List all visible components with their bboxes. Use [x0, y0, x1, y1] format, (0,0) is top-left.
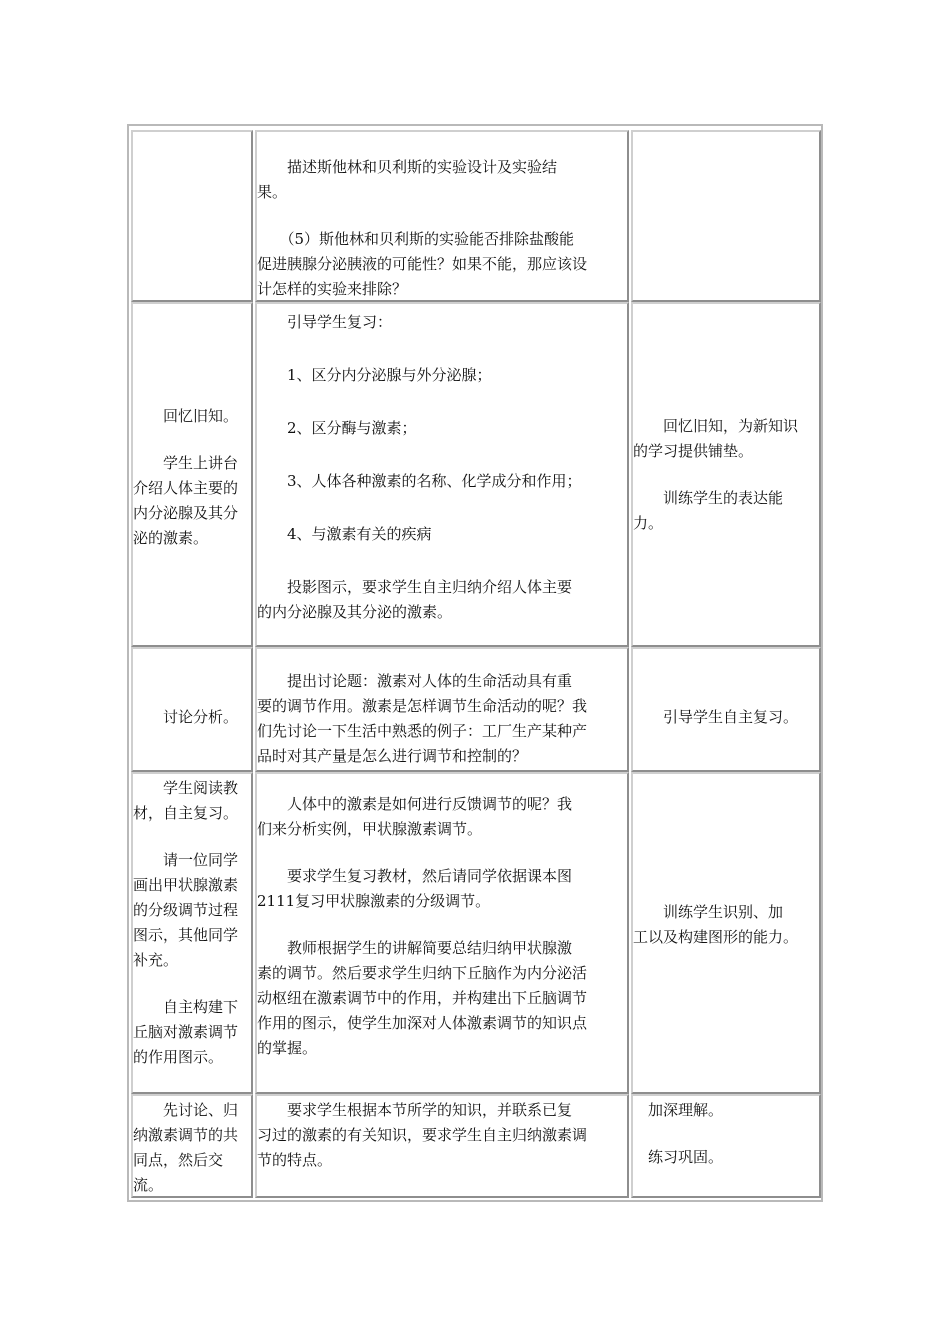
row2-middle-line: 2、区分酶与激素； [257, 419, 417, 437]
row3-right-line: 引导学生自主复习。 [633, 708, 799, 726]
row4-left-line: 请一位同学 [133, 851, 239, 869]
row4-middle-line: 素的调节。然后要求学生归纳下丘脑作为内分泌活 [257, 964, 588, 982]
row4-right-line: 训练学生识别、加 [633, 903, 784, 921]
row3-left-cell [131, 647, 253, 772]
row4-middle-line: 作用的图示，使学生加深对人体激素调节的知识点 [257, 1014, 588, 1032]
row5-middle-line: 要求学生根据本节所学的知识，并联系已复 [257, 1101, 573, 1119]
row1-middle-cell [255, 130, 629, 302]
row4-middle-line: 要求学生复习教材，然后请同学依据课本图 [257, 867, 573, 885]
row5-middle-line: 节的特点。 [257, 1151, 333, 1169]
row4-left-line: 画出甲状腺激素 [133, 876, 239, 894]
lesson-plan-table [127, 124, 823, 1202]
row2-middle-line: 的内分泌腺及其分泌的激素。 [257, 603, 453, 621]
row2-middle-line: 引导学生复习： [257, 313, 393, 331]
row4-middle-line: 动枢纽在激素调节中的作用，并构建出下丘脑调节 [257, 989, 588, 1007]
row1-middle-line: 促进胰腺分泌胰液的可能性？如果不能，那应该设 [257, 255, 588, 273]
row2-left-line: 内分泌腺及其分 [133, 504, 239, 522]
row4-middle-line: 们来分析实例，甲状腺激素调节。 [257, 820, 483, 838]
row5-middle-line: 习过的激素的有关知识，要求学生自主归纳激素调 [257, 1126, 588, 1144]
row3-middle-line: 提出讨论题：激素对人体的生命活动具有重 [257, 672, 573, 690]
row4-left-line: 学生阅读教 [133, 779, 239, 797]
row4-right-cell [631, 772, 821, 1094]
row4-right-line: 工以及构建图形的能力。 [633, 928, 799, 946]
row2-middle-line: 3、人体各种激素的名称、化学成分和作用； [257, 472, 582, 490]
row4-middle-line: 的掌握。 [257, 1039, 318, 1057]
row2-left-line: 回忆旧知。 [133, 407, 239, 425]
row5-middle-cell [255, 1094, 629, 1198]
row2-middle-line: 4、与激素有关的疾病 [257, 525, 432, 543]
row4-left-line: 图示，其他同学 [133, 926, 239, 944]
row2-right-line: 力。 [633, 514, 664, 532]
row4-left-line: 丘脑对激素调节 [133, 1023, 239, 1041]
row4-middle-line: 2111复习甲状腺激素的分级调节。 [257, 892, 491, 910]
row5-left-line: 先讨论、归 [133, 1101, 239, 1119]
row3-middle-cell [255, 647, 629, 772]
row4-left-cell [131, 772, 253, 1094]
row3-middle-line: 们先讨论一下生活中熟悉的例子：工厂生产某种产 [257, 722, 588, 740]
row2-right-line: 的学习提供铺垫。 [633, 442, 754, 460]
row5-left-cell [131, 1094, 253, 1198]
row4-middle-line: 人体中的激素是如何进行反馈调节的呢？我 [257, 795, 573, 813]
row5-right-line: 练习巩固。 [633, 1148, 724, 1166]
row2-middle-cell [255, 302, 629, 647]
row2-left-line: 介绍人体主要的 [133, 479, 239, 497]
row3-right-cell [631, 647, 821, 772]
row5-left-line: 同点，然后交 [133, 1151, 224, 1169]
row2-right-line: 回忆旧知，为新知识 [633, 417, 799, 435]
row1-left-cell [131, 130, 253, 302]
row2-right-cell [631, 302, 821, 647]
row5-right-cell [631, 1094, 821, 1198]
row1-right-cell [631, 130, 821, 302]
row4-middle-cell [255, 772, 629, 1094]
row4-left-line: 补充。 [133, 951, 179, 969]
row2-left-line: 泌的激素。 [133, 529, 209, 547]
row5-right-line: 加深理解。 [633, 1101, 724, 1119]
row3-middle-line: 要的调节作用。激素是怎样调节生命活动的呢？我 [257, 697, 588, 715]
row5-left-line: 纳激素调节的共 [133, 1126, 239, 1144]
row2-left-line: 学生上讲台 [133, 454, 239, 472]
row4-left-line: 的分级调节过程 [133, 901, 239, 919]
row2-left-cell [131, 302, 253, 647]
row5-left-line: 流。 [133, 1176, 164, 1194]
row2-middle-line: 1、区分内分泌腺与外分泌腺； [257, 366, 492, 384]
row4-left-line: 的作用图示。 [133, 1048, 224, 1066]
row3-middle-line: 品时对其产量是怎么进行调节和控制的？ [257, 747, 528, 765]
row1-middle-line: 果。 [257, 183, 288, 201]
row2-middle-line: 投影图示，要求学生自主归纳介绍人体主要 [257, 578, 573, 596]
row4-middle-line: 教师根据学生的讲解简要总结归纳甲状腺激 [257, 939, 573, 957]
row4-left-line: 材，自主复习。 [133, 804, 239, 822]
row4-left-line: 自主构建下 [133, 998, 239, 1016]
row1-middle-line: 描述斯他林和贝利斯的实验设计及实验结 [257, 158, 558, 176]
row3-left-line: 讨论分析。 [133, 708, 239, 726]
row1-middle-line: （5）斯他林和贝利斯的实验能否排除盐酸能 [257, 230, 575, 248]
row1-middle-line: 计怎样的实验来排除？ [257, 280, 408, 298]
row2-right-line: 训练学生的表达能 [633, 489, 784, 507]
